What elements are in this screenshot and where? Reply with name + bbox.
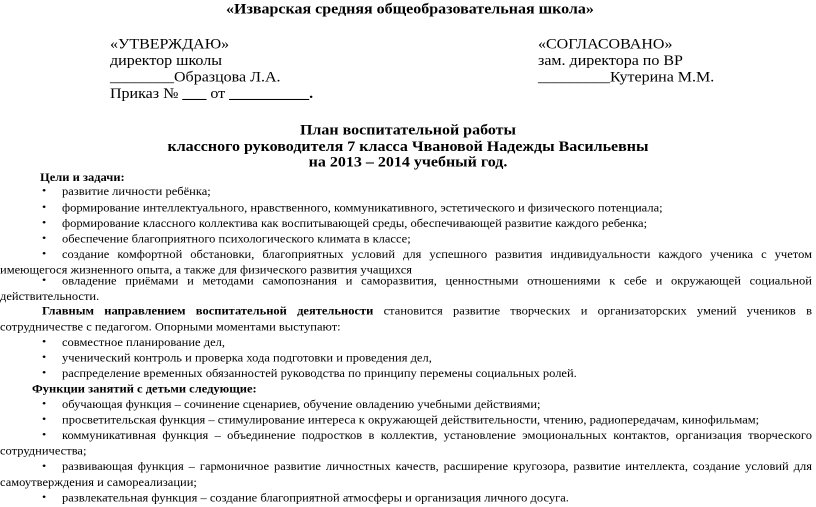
bullet-dot-icon: • [42, 428, 47, 441]
bullet-dot-icon: • [42, 247, 47, 260]
function-item-2: просветительская функция – стимулирование интереса к окружающей действительности, чтению, радиопередачам, кинофильмам; [62, 413, 760, 427]
approve-word: «УТВЕРЖДАЮ» [110, 36, 230, 53]
function-item-4: развивающая функция – гармоничное развитие личностных качеств, расширение кругозора, развитие интеллекта, создание условий для самоутверждения и самореализации; [0, 460, 812, 489]
order-date-blank: __________ [229, 85, 310, 102]
main-direction-text: становится развитие творческих и организаторских умений учеников в сотрудничестве с педагогом. Опорными моментами выступают: [0, 304, 812, 333]
goals-heading: Цели и задачи: [40, 171, 125, 184]
bullet-dot-icon: • [42, 350, 47, 364]
main-direction-bold: Главным направлением воспитательной деятельности [42, 304, 374, 318]
approve-signature-line [110, 70, 281, 86]
goal-item-5: создание комфортной обстановки, благоприятных условий для успешного развития индивидуальности каждого ученика с учетом имеющегося жизненного опыта, а также для физического развития учащихся [0, 247, 812, 276]
plan-title-line2: классного руководителя 7 класса Чвановой Надежды Васильевны [167, 139, 649, 155]
moment-item-2: ученический контроль и проверка хода подготовки и проведения дел, [62, 351, 432, 365]
goal-item-6: овладение приёмами и методами самопознания и саморазвития, ценностными отношениями к себе и окружающей социальной действительности. [0, 274, 812, 303]
bullet-dot-icon: • [42, 490, 47, 504]
approve-sign-blank: ________ [110, 69, 174, 86]
bullet-dot-icon: • [42, 231, 47, 245]
agree-signature-line [538, 70, 714, 86]
bullet-dot-icon: • [42, 412, 47, 426]
order-from: от [210, 85, 226, 102]
order-number-blank: ___ [182, 85, 207, 102]
bullet-dot-icon: • [42, 397, 47, 410]
bullet-dot-icon: • [42, 200, 47, 214]
plan-title-line1: План воспитательной работы [299, 122, 516, 139]
approve-role: директор школы [110, 53, 222, 69]
function-item-1: обучающая функция – сочинение сценариев, обучение овладению учебными действиями; [62, 397, 541, 411]
functions-heading: Функции занятий с детьми следующие: [32, 382, 257, 396]
function-item-5: развлекательная функция – создание благоприятной атмосферы и организация личного досуга. [62, 491, 569, 505]
bullet-dot-icon: • [42, 183, 47, 197]
order-line [110, 86, 313, 102]
bullet-dot-icon: • [42, 215, 47, 229]
main-direction-paragraph [0, 304, 812, 334]
goal-item-1: развитие личности ребёнка; [62, 184, 211, 198]
moment-item-1: совместное планирование дел, [62, 335, 225, 349]
moment-item-3: распределение временных обязанностей руководства по принципу перемены социальных ролей. [62, 366, 577, 380]
agree-sign-blank: _________ [538, 69, 610, 86]
agree-role: зам. директора по ВР [538, 53, 683, 69]
goal-item-4: обеспечение благоприятного психологического климата в классе; [62, 232, 411, 246]
bullet-dot-icon: • [42, 273, 47, 287]
order-end: . [309, 85, 314, 102]
bullet-dot-icon: • [42, 334, 47, 348]
agree-name: Кутерина М.М. [610, 69, 715, 86]
approve-name: Образцова Л.А. [174, 69, 281, 86]
order-label: Приказ № [110, 85, 179, 102]
agree-word: «СОГЛАСОВАНО» [538, 36, 673, 53]
plan-title-line3: на 2013 – 2014 учебный год. [308, 154, 508, 171]
goal-item-3: формирование классного коллектива как воспитывающей среды, обеспечивающей развитие каждого ребенка; [62, 216, 648, 230]
bullet-dot-icon: • [42, 459, 47, 473]
school-title: «Изварская средняя общеобразовательная школа» [226, 1, 594, 18]
goal-item-2: формирование интеллектуального, нравственного, коммуникативного, эстетического и физического потенциала; [62, 201, 663, 215]
function-item-3: коммуникативная функция – объединение подростков в коллектив, установление эмоциональных контактов, организация творческого сотрудничества; [0, 429, 812, 457]
bullet-dot-icon: • [42, 365, 47, 379]
